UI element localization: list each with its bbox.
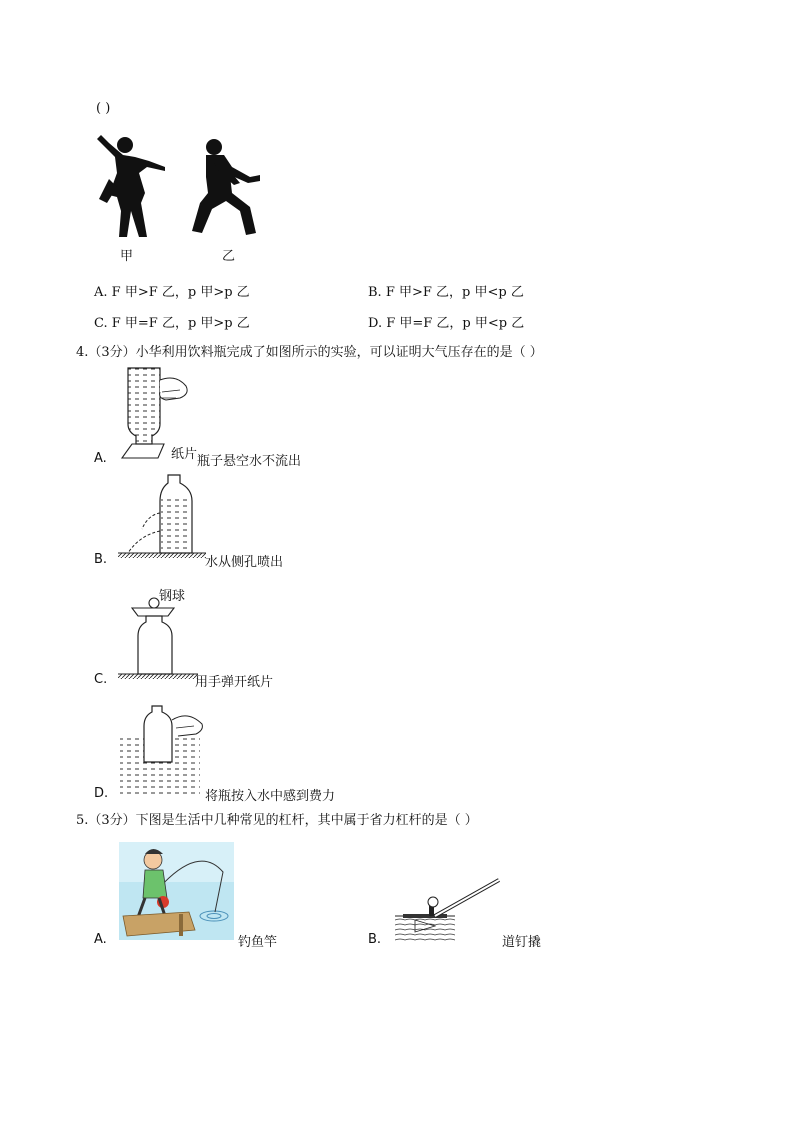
q5-b-letter[interactable]: B. xyxy=(368,932,382,947)
q3-option-d[interactable] xyxy=(368,312,524,331)
q4-a-label: 纸片 xyxy=(171,447,198,462)
q4-b-letter[interactable]: B. xyxy=(94,552,108,567)
q4-a-caption: 瓶子悬空水不流出 xyxy=(197,454,302,469)
spike-pry-bar-figure xyxy=(395,878,503,944)
q4-b-caption: 水从侧孔喷出 xyxy=(205,555,284,570)
option-text: F 甲=F 乙，p 甲<p 乙 xyxy=(386,316,525,331)
q3-paren: ( ) xyxy=(96,101,111,116)
figure-label-jia: 甲 xyxy=(120,249,134,264)
option-text: F 甲>F 乙，p 甲>p 乙 xyxy=(111,285,250,300)
option-letter: A. xyxy=(94,285,108,300)
silhouette-yi-figure xyxy=(190,137,262,237)
silhouette-jia-figure xyxy=(95,133,167,241)
option-text: F 甲>F 乙，p 甲<p 乙 xyxy=(385,285,524,300)
q4-stem: 4.（3分）小华利用饮料瓶完成了如图所示的实验，可以证明大气压存在的是（ ） xyxy=(76,345,543,360)
q4-d-letter[interactable]: D. xyxy=(94,786,109,801)
q5-b-caption: 道钉撬 xyxy=(502,935,542,950)
option-letter: B. xyxy=(368,285,382,300)
fishing-rod-figure xyxy=(119,842,234,940)
option-letter: D. xyxy=(368,316,383,331)
bottle-side-holes-figure xyxy=(118,473,208,563)
q3-option-a[interactable] xyxy=(94,281,250,300)
q4-a-letter[interactable]: A. xyxy=(94,451,107,466)
q5-a-letter[interactable]: A. xyxy=(94,932,107,947)
q4-d-caption: 将瓶按入水中感到费力 xyxy=(205,789,336,804)
q5-stem: 5.（3分）下图是生活中几种常见的杠杆，其中属于省力杠杆的是（ ） xyxy=(76,813,478,828)
q3-option-b[interactable] xyxy=(368,281,524,300)
option-letter: C. xyxy=(94,316,108,331)
q5-a-caption: 钓鱼竿 xyxy=(238,935,278,950)
option-text: F 甲=F 乙，p 甲>p 乙 xyxy=(111,316,250,331)
q4-c-label: 钢球 xyxy=(159,589,186,604)
figure-label-yi: 乙 xyxy=(222,249,236,264)
bottle-in-water-figure xyxy=(118,700,214,800)
q4-c-caption: 用手弹开纸片 xyxy=(195,675,274,690)
q4-c-letter[interactable]: C. xyxy=(94,672,108,687)
q3-option-c[interactable] xyxy=(94,312,250,331)
